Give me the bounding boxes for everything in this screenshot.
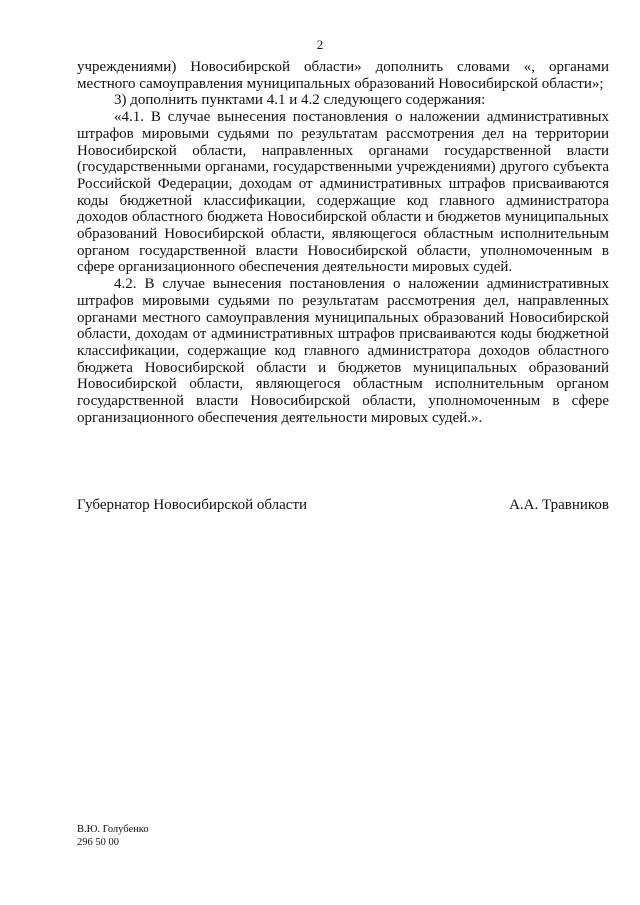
executor-phone: 296 50 00: [77, 837, 119, 848]
signatory-name: А.А. Травников: [509, 497, 609, 513]
document-body: [77, 59, 609, 426]
executor-name: В.Ю. Голубенко: [77, 824, 149, 835]
signature-block: [77, 497, 609, 514]
paragraph-continuation: учреждениями) Новосибирской области» дополнить словами «, органами местного самоуправления муниципальных образований Новосибирской области»;: [77, 59, 609, 92]
signatory-position: Губернатор Новосибирской области: [77, 497, 308, 513]
paragraph-point-4-2: 4.2. В случае вынесения постановления о наложении административных штрафов мировыми судьями по результатам рассмотрения дел, направленных органами местного самоуправления муниципальных образований Новосибирской области, доходам от административных штрафов присваиваются коды бюджетной классификации, содержащие код главного администратора доходов областного бюджета Новосибирской области и бюджетов муниципальных образований Новосибирской области, являющегося областным исполнительным органом государственной власти Новосибирской области, уполномоченным в сфере организационного обеспечения деятельности мировых судей.».: [77, 276, 609, 426]
executor-block: [77, 823, 149, 849]
page-number: 2: [316, 37, 324, 52]
paragraph-point-4-1: «4.1. В случае вынесения постановления о наложении административных штрафов мировыми судьями по результатам рассмотрения дел на территории Новосибирской области, направленных органами государственной власти (государственными органами, государственными учреждениями) другого субъекта Российской Федерации, доходам от административных штрафов присваиваются коды бюджетной классификации, содержащие код главного администратора доходов областного бюджета Новосибирской области и бюджетов муниципальных образований Новосибирской области, являющегося областным исполнительным органом государственной власти Новосибирской области, уполномоченным в сфере организационного обеспечения деятельности мировых судей.: [77, 109, 609, 276]
paragraph-item-3: 3) дополнить пунктами 4.1 и 4.2 следующего содержания:: [114, 92, 486, 109]
